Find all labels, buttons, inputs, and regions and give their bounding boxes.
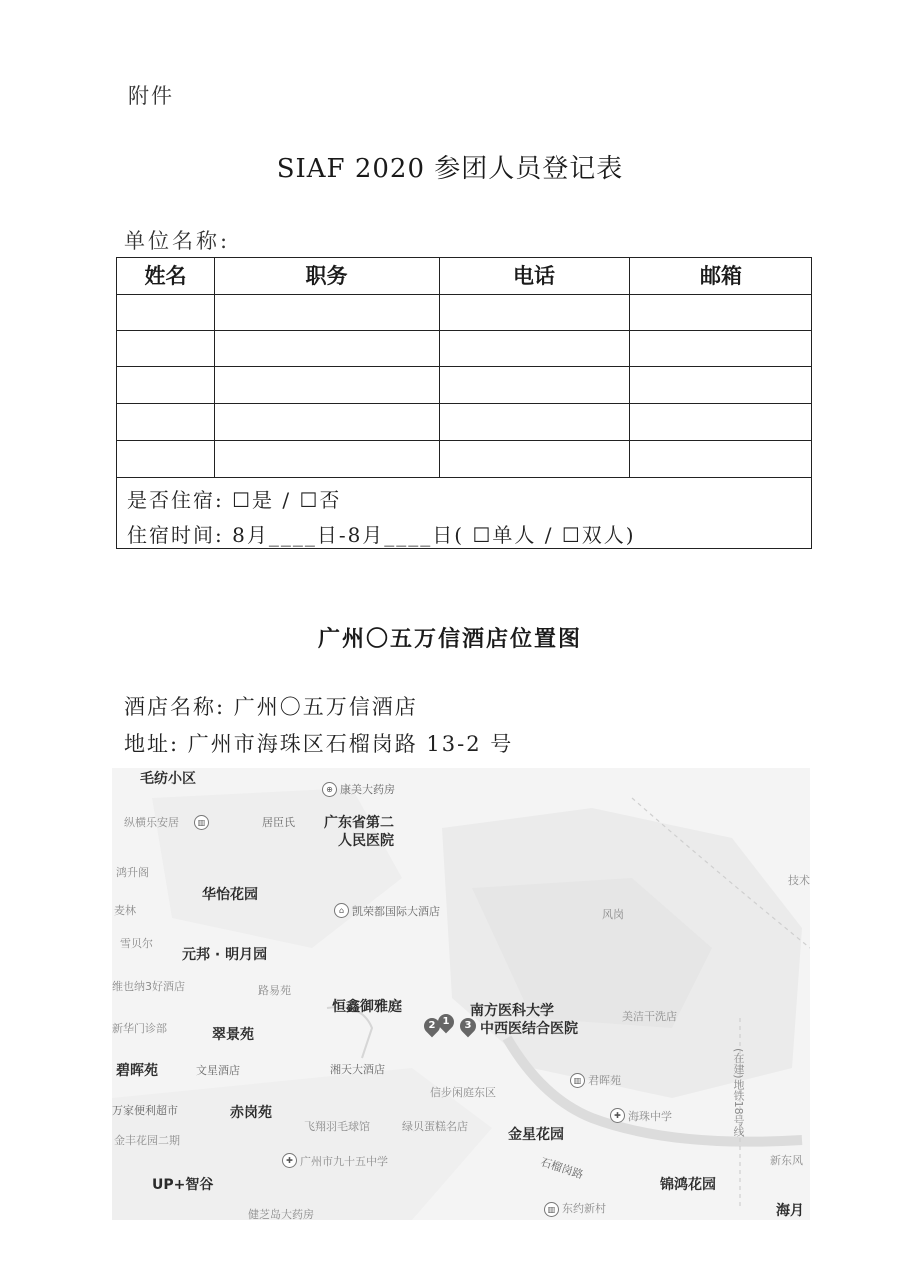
stay-period-line[interactable]: 住宿时间: 8月____日-8月____日( ☐单人 / ☐双人) (127, 523, 636, 547)
map-background (112, 768, 810, 1220)
school-icon: ✚ (610, 1108, 625, 1123)
registration-table (116, 257, 812, 549)
map-label-wenxing: 文星酒店 (196, 1064, 240, 1077)
table-row[interactable] (117, 330, 811, 331)
map-label-wanjia: 万家便利超市 (112, 1104, 178, 1117)
map-label-line18: (在建)地铁18号线 (732, 1048, 745, 1137)
map-label-meijie: 美洁干洗店 (622, 1010, 677, 1023)
header-position: 职务 (305, 263, 348, 288)
hotel-name: 酒店名称: 广州〇五万信酒店 (124, 695, 418, 719)
map-label-up: UP+智谷 (152, 1177, 214, 1193)
attachment-label: 附件 (128, 84, 174, 108)
map-label-xuebeier: 雪贝尔 (120, 937, 153, 950)
pharmacy-icon: ⊕ (322, 782, 337, 797)
map-label-luyi: 路易苑 (258, 984, 291, 997)
hotel-icon: ⌂ (334, 903, 349, 918)
location-map[interactable] (112, 768, 810, 1220)
map-label-jishu: 技术 (788, 874, 810, 887)
map-label-gd2: 广东省第二 (324, 815, 394, 831)
map-label-jinhong: 锦鸿花园 (660, 1177, 716, 1193)
map-label-maofang: 毛纺小区 (140, 771, 196, 787)
building-icon: ▥ (194, 815, 209, 830)
map-label-bihui: 碧晖苑 (116, 1063, 158, 1079)
map-label-huayi: 华怡花园 (202, 887, 258, 903)
map-label-xinbu: 信步闲庭东区 (430, 1086, 496, 1099)
map-label-jinxing: 金星花园 (508, 1127, 564, 1143)
map-label-jianzhi: 健芝岛大药房 (248, 1208, 314, 1220)
table-row[interactable] (117, 403, 811, 404)
hotel-address: 地址: 广州市海珠区石榴岗路 13-2 号 (124, 732, 514, 756)
map-label-junhui: 君晖苑 (588, 1074, 621, 1087)
map-label-mailin: 麦林 (114, 904, 136, 917)
hotel-pin-3[interactable]: 3 (457, 1015, 480, 1038)
unit-name-label: 单位名称: (124, 229, 231, 253)
building-icon: ▥ (544, 1202, 559, 1217)
form-title: SIAF 2020 参团人员登记表 (276, 154, 624, 184)
map-label-dongyue: 东约新村 (562, 1202, 606, 1215)
map-label-kangmei: 康美大药房 (340, 783, 395, 796)
map-label-yuanbang: 元邦 · 明月园 (182, 947, 268, 963)
map-label-hospital: 人民医院 (338, 833, 394, 849)
map-label-chigang: 赤岗苑 (230, 1105, 272, 1121)
map-label-vienna: 维也纳3好酒店 (112, 980, 185, 993)
map-label-zhongxi: 中西医结合医院 (480, 1021, 578, 1037)
map-label-hongsheng: 鸿升阁 (116, 866, 149, 879)
map-label-xiangtian: 湘天大酒店 (330, 1063, 385, 1076)
map-title: 广州〇五万信酒店位置图 (317, 626, 582, 652)
map-label-cuijing: 翠景苑 (212, 1027, 254, 1043)
accommodation-line[interactable]: 是否住宿: ☐是 / ☐否 (127, 488, 342, 512)
school-icon: ✚ (282, 1153, 297, 1168)
header-name: 姓名 (144, 263, 187, 288)
map-label-feixiang: 飞翔羽毛球馆 (304, 1120, 370, 1133)
table-row[interactable] (117, 440, 811, 441)
table-row-divider (117, 477, 811, 478)
map-label-fenggang: 风岗 (602, 908, 624, 921)
map-label-zongheng: 纵横乐安居 (124, 816, 179, 829)
map-label-xinhua: 新华门诊部 (112, 1022, 167, 1035)
map-label-juchen: 居臣氏 (262, 816, 295, 829)
hotel-pin-1[interactable]: 1 (435, 1011, 458, 1034)
map-label-hengxin: 恒鑫御雅庭 (332, 999, 402, 1015)
table-row[interactable] (117, 366, 811, 367)
map-label-haiyue: 海月 (776, 1203, 804, 1219)
header-email: 邮箱 (700, 263, 742, 288)
map-label-haizhu: 海珠中学 (628, 1110, 672, 1123)
header-phone: 电话 (513, 263, 555, 288)
hotel-pin-2[interactable]: 2 (421, 1015, 444, 1038)
map-label-kairong: 凯荣都国际大酒店 (352, 905, 440, 918)
map-label-jinfeng: 金丰花园二期 (114, 1134, 180, 1147)
map-label-shiliugang: 石榴岗路 (538, 1155, 585, 1182)
map-label-nanfang: 南方医科大学 (470, 1003, 554, 1019)
table-row[interactable] (117, 294, 811, 295)
map-label-xindong: 新东风 (770, 1154, 803, 1167)
map-label-school95: 广州市九十五中学 (300, 1155, 388, 1168)
building-icon: ▥ (570, 1073, 585, 1088)
map-label-lvbei: 绿贝蛋糕名店 (402, 1120, 468, 1133)
